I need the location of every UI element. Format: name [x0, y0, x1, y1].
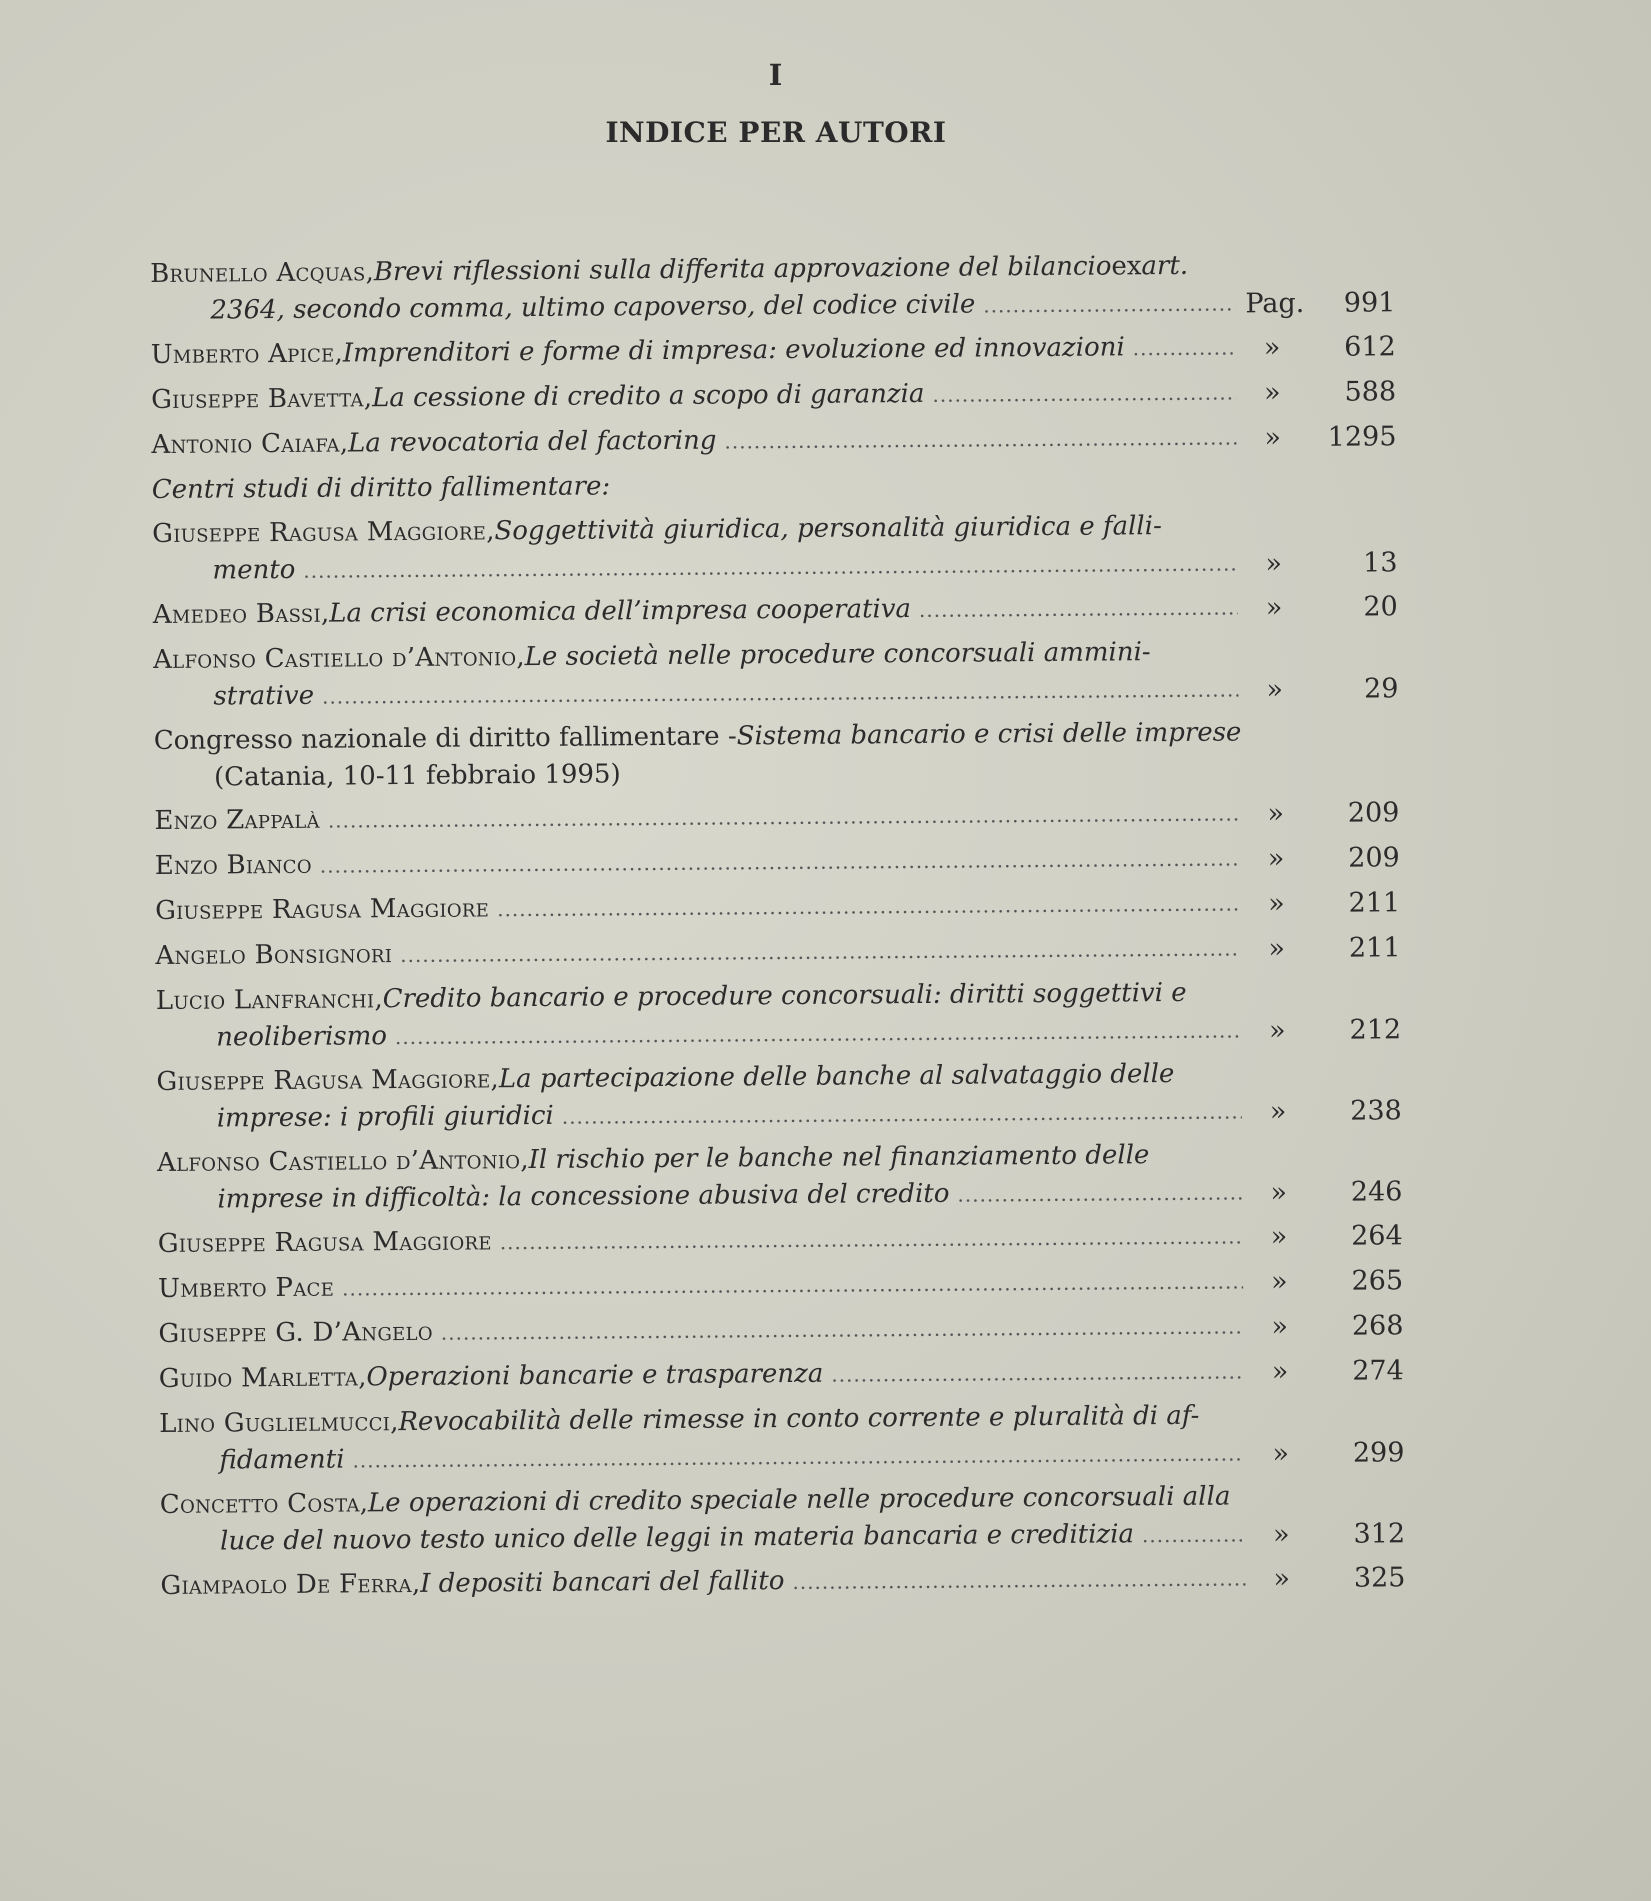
page-prefix: » — [1265, 548, 1283, 580]
entry-title: Brevi riflessioni sulla differita approvazione del bilancio — [373, 251, 1112, 288]
page-prefix: » — [1272, 1519, 1290, 1551]
entry-author: Lucio Lanfranchi — [155, 984, 375, 1016]
entry-title-continuation: 2364, secondo comma, ultimo capoverso, del codice civile — [210, 289, 976, 326]
page-prefix: » — [1264, 422, 1282, 454]
dot-leader — [320, 839, 1240, 884]
dot-leader — [831, 1352, 1244, 1393]
page-reference — [1246, 418, 1396, 456]
entry-title-continuation: imprese in difficoltà: la concessione abusiva del credito — [217, 1178, 950, 1215]
entry-separator: , — [374, 984, 383, 1015]
page-prefix: » — [1263, 332, 1281, 364]
dot-leader — [441, 1307, 1244, 1351]
entry-title: art. — [1141, 250, 1189, 282]
entry-text-continuation: (Catania, 10-11 febbraio 1995) — [213, 759, 621, 793]
page-number-ref: 211 — [1348, 932, 1401, 964]
section-heading-text: Centri studi di diritto fallimentare: — [151, 471, 611, 505]
entry-title: Revocabilità delle rimesse in conto corrente e pluralità di af- — [398, 1400, 1200, 1438]
entry-separator: , — [320, 598, 330, 629]
index-entry — [153, 632, 1399, 717]
dot-leader — [497, 884, 1240, 928]
page-reference — [1250, 929, 1400, 967]
page-reference — [1250, 884, 1400, 922]
entry-author: Guido Marletta — [158, 1362, 359, 1394]
index-entry — [159, 1396, 1405, 1481]
entry-author: Amedeo Bassi — [152, 598, 322, 630]
dot-leader — [724, 418, 1236, 460]
page-prefix: » — [1271, 1356, 1289, 1388]
entry-separator: , — [411, 1568, 421, 1599]
entry-separator: , — [520, 1145, 529, 1176]
dot-leader — [792, 1559, 1245, 1601]
index-entry — [160, 1558, 1405, 1606]
index-entry — [158, 1306, 1403, 1354]
entry-title-continuation: neoliberismo — [216, 1021, 388, 1053]
entry-title: La revocatoria del factoring — [347, 425, 717, 459]
page-prefix: » — [1268, 888, 1285, 920]
entry-author: Concetto Costa — [159, 1488, 360, 1520]
entry-separator: , — [516, 642, 525, 673]
page-prefix: » — [1267, 843, 1285, 875]
entry-author: Alfonso Castiello d’Antonio — [157, 1145, 521, 1178]
page-reference — [1253, 1307, 1403, 1345]
page-prefix: » — [1270, 1221, 1288, 1253]
page-number-ref: 274 — [1352, 1355, 1404, 1387]
entry-title: La cessione di credito a scopo di garanzia — [371, 378, 925, 414]
entry-author: Lino Guglielmucci — [159, 1407, 391, 1439]
page-title: INDICE PER AUTORI — [605, 116, 947, 149]
entry-separator: , — [390, 1407, 399, 1438]
page-reference — [1246, 373, 1396, 411]
entry-author: Giuseppe Ragusa Maggiore — [157, 1226, 492, 1259]
dot-leader — [303, 544, 1237, 589]
page-number-ref: 991 — [1343, 287, 1396, 319]
dot-leader — [562, 1092, 1242, 1135]
page-number-ref: 588 — [1344, 376, 1397, 408]
entry-title: La crisi economica dell’impresa cooperativa — [329, 594, 912, 629]
page-prefix: » — [1265, 592, 1283, 624]
page-number-ref: 312 — [1353, 1518, 1406, 1550]
index-entry — [150, 246, 1396, 331]
dot-leader — [395, 1011, 1241, 1056]
index-entry — [158, 1216, 1403, 1264]
page-reference — [1252, 1173, 1402, 1211]
entry-author: Antonio Caiafa — [151, 428, 340, 460]
entry-title-continuation: luce del nuovo testo unico delle leggi in materia bancaria e creditizia — [219, 1519, 1135, 1557]
dot-leader — [983, 284, 1235, 324]
page-prefix: » — [1268, 933, 1286, 965]
index-entry — [151, 327, 1396, 375]
entry-separator: , — [339, 428, 349, 459]
dot-leader — [322, 670, 1239, 715]
entry-separator: , — [365, 257, 374, 288]
page-number-ref: 29 — [1363, 673, 1399, 705]
page-reference — [1250, 839, 1400, 877]
entry-author: Alfonso Castiello d’Antonio — [153, 642, 517, 675]
page-reference — [1253, 1262, 1403, 1300]
page-reference — [1249, 794, 1399, 832]
entry-author: Giuseppe Ragusa Maggiore — [155, 893, 490, 926]
page-prefix: » — [1269, 1096, 1287, 1128]
entry-separator: , — [363, 383, 373, 414]
page-number-ref: 264 — [1351, 1220, 1403, 1252]
index-entry — [155, 928, 1400, 976]
entry-author: Enzo Zappalà — [154, 804, 321, 836]
page-number-ref: 13 — [1362, 547, 1398, 579]
entry-title: Le società nelle procedure concorsuali ammini- — [524, 637, 1151, 673]
dot-leader — [932, 373, 1236, 413]
page-reference — [1248, 670, 1398, 708]
page-prefix: » — [1273, 1563, 1291, 1595]
page-number: I — [768, 58, 784, 92]
entry-author: Giampaolo De Ferra — [160, 1568, 412, 1601]
page-number-ref: 325 — [1353, 1562, 1406, 1594]
entry-title: Credito bancario e procedure concorsuali: diritti soggettivi e — [382, 977, 1187, 1015]
dot-leader — [342, 1262, 1243, 1307]
entry-author: Umberto Apice — [150, 338, 335, 370]
entry-title: La partecipazione delle banche al salvataggio delle — [498, 1058, 1175, 1095]
page-prefix: » — [1268, 1015, 1286, 1047]
dot-leader — [500, 1217, 1243, 1261]
entry-author: Angelo Bonsignori — [155, 939, 393, 971]
page-reference — [1248, 588, 1398, 626]
page-number-ref: 299 — [1352, 1437, 1405, 1469]
page-number-ref: 212 — [1349, 1014, 1402, 1046]
page-reference — [1254, 1352, 1404, 1390]
page-number-ref: 20 — [1363, 591, 1398, 623]
index-entry — [151, 417, 1396, 465]
entry-author: Giuseppe G. D’Angelo — [158, 1316, 433, 1349]
entry-title-continuation: fidamenti — [219, 1444, 345, 1476]
entry-author: Brunello Acquas — [150, 257, 366, 289]
page-reference — [1255, 1559, 1405, 1597]
page-number-ref: 612 — [1344, 331, 1396, 363]
page-prefix: » — [1270, 1266, 1288, 1298]
entry-separator: , — [334, 338, 343, 369]
page-number-ref: 268 — [1351, 1310, 1404, 1342]
dot-leader — [1133, 328, 1236, 367]
entry-separator: , — [490, 1064, 499, 1095]
page-reference — [1251, 1011, 1401, 1049]
entry-separator: , — [358, 1362, 367, 1393]
page-prefix: » — [1263, 377, 1281, 409]
index-entry — [156, 1054, 1402, 1139]
entry-title-continuation: strative — [213, 680, 315, 712]
page-prefix: » — [1270, 1177, 1288, 1209]
page-reference — [1252, 1092, 1402, 1130]
entry-title: I depositi bancari del fallito — [420, 1566, 785, 1599]
page-reference — [1253, 1217, 1403, 1255]
index-entry — [157, 1135, 1403, 1220]
entry-author: Umberto Pace — [157, 1272, 335, 1304]
page-number-ref: 209 — [1348, 842, 1400, 874]
entry-author: Giuseppe Ragusa Maggiore — [152, 516, 487, 549]
page-number-ref: 238 — [1350, 1095, 1402, 1127]
page-prefix: » — [1267, 798, 1285, 830]
entry-title: Imprenditori e forme di impresa: evoluzione ed innovazioni — [342, 332, 1125, 369]
entry-title-roman: ex — [1111, 251, 1142, 282]
page-reference — [1254, 1434, 1404, 1472]
page-reference — [1255, 1515, 1405, 1553]
dot-leader — [352, 1434, 1244, 1479]
page-reference — [1245, 284, 1395, 322]
page-prefix: » — [1271, 1311, 1289, 1343]
entry-title-continuation: mento — [212, 554, 296, 586]
page-prefix: » — [1266, 674, 1284, 706]
page-number-ref: 209 — [1347, 797, 1400, 829]
dot-leader — [400, 929, 1241, 974]
dot-leader — [957, 1173, 1242, 1213]
section-heading — [152, 462, 1397, 509]
entry-text: Congresso nazionale di diritto fallimentare - — [153, 721, 737, 756]
page-prefix: Pag. — [1245, 287, 1305, 320]
index-entry — [160, 1477, 1406, 1562]
index-entry — [158, 1261, 1403, 1309]
page-reference — [1246, 328, 1396, 366]
index-entry — [151, 372, 1396, 420]
entry-separator: , — [359, 1488, 369, 1519]
dot-leader — [919, 588, 1238, 629]
index-entry — [155, 838, 1400, 886]
page-number-ref: 211 — [1348, 887, 1401, 919]
entry-title: Le operazioni di credito speciale nelle procedure concorsuali alla — [367, 1481, 1231, 1519]
page-number-ref: 246 — [1350, 1176, 1403, 1208]
entry-title-continuation: imprese: i profili giuridici — [216, 1100, 554, 1134]
page-number-ref: 265 — [1351, 1265, 1404, 1297]
entry-title: Sistema bancario e crisi delle imprese — [736, 717, 1242, 752]
index-entry — [156, 973, 1402, 1058]
index-entry — [159, 1351, 1404, 1399]
author-index — [150, 246, 1406, 1613]
entry-title: Operazioni bancarie e trasparenza — [366, 1358, 824, 1393]
entry-separator: , — [486, 516, 495, 547]
entry-author: Enzo Bianco — [154, 849, 312, 881]
dot-leader — [328, 794, 1240, 839]
index-entry — [154, 793, 1399, 841]
index-entry — [154, 713, 1400, 797]
page-prefix: » — [1272, 1438, 1290, 1470]
index-entry — [153, 587, 1398, 635]
entry-title: Il rischio per le banche nel finanziamento delle — [528, 1140, 1150, 1176]
entry-author: Giuseppe Ragusa Maggiore — [156, 1064, 491, 1097]
entry-author: Giuseppe Bavetta — [151, 383, 364, 415]
dot-leader — [1142, 1515, 1245, 1554]
index-entry — [155, 883, 1400, 931]
index-entry — [152, 506, 1398, 591]
entry-title: Soggettività giuridica, personalità giuridica e falli- — [494, 511, 1162, 547]
page-number-ref: 1295 — [1327, 421, 1397, 453]
page-reference — [1247, 544, 1397, 582]
